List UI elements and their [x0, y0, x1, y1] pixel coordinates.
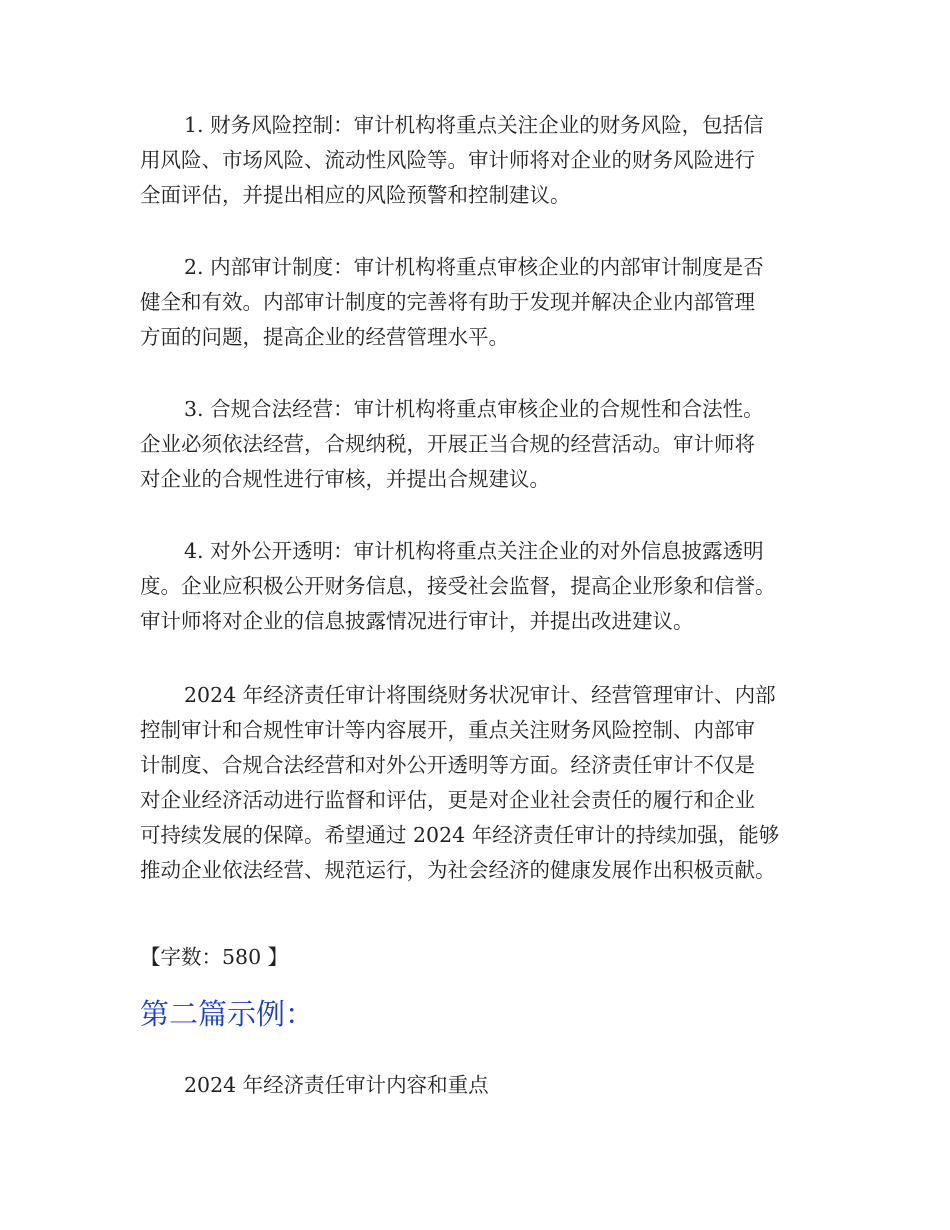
text-line: 3. 合规合法经营：审计机构将重点审核企业的合规性和合法性。 — [184, 397, 764, 421]
section-title: 2024 年经济责任审计内容和重点 — [184, 1073, 489, 1097]
text-line: 控制审计和合规性审计等内容展开，重点关注财务风险控制、内部审 — [140, 718, 755, 742]
paragraph-internal-audit — [140, 250, 840, 355]
text-line: 全面评估，并提出相应的风险预警和控制建议。 — [140, 183, 571, 207]
text-line: 企业必须依法经营，合规纳税，开展正当合规的经营活动。审计师将 — [140, 432, 755, 456]
text-line: 审计师将对企业的信息披露情况进行审计，并提出改进建议。 — [140, 609, 694, 633]
text-line: 对企业的合规性进行审核，并提出合规建议。 — [140, 467, 550, 491]
paragraph-summary — [140, 678, 840, 888]
word-count: 【字数：580 】 — [140, 945, 289, 969]
paragraph-transparency — [140, 534, 840, 639]
text-line: 1. 财务风险控制：审计机构将重点关注企业的财务风险，包括信 — [184, 113, 764, 137]
paragraph-compliance — [140, 392, 840, 497]
text-line: 推动企业依法经营、规范运行，为社会经济的健康发展作出积极贡献。 — [140, 858, 776, 882]
text-line: 健全和有效。内部审计制度的完善将有助于发现并解决企业内部管理 — [140, 290, 755, 314]
paragraph-financial-risk — [140, 108, 840, 213]
text-line: 对企业经济活动进行监督和评估，更是对企业社会责任的履行和企业 — [140, 788, 755, 812]
text-line: 2024 年经济责任审计将围绕财务状况审计、经营管理审计、内部 — [184, 683, 776, 707]
text-line: 方面的问题，提高企业的经营管理水平。 — [140, 325, 509, 349]
text-line: 可持续发展的保障。希望通过 2024 年经济责任审计的持续加强，能够 — [140, 823, 780, 847]
text-line: 计制度、合规合法经营和对外公开透明等方面。经济责任审计不仅是 — [140, 753, 755, 777]
section-heading: 第二篇示例： — [140, 997, 315, 1031]
text-line: 度。企业应积极公开财务信息，接受社会监督，提高企业形象和信誉。 — [140, 574, 776, 598]
text-line: 2. 内部审计制度：审计机构将重点审核企业的内部审计制度是否 — [184, 255, 764, 279]
text-line: 用风险、市场风险、流动性风险等。审计师将对企业的财务风险进行 — [140, 148, 755, 172]
text-line: 4. 对外公开透明：审计机构将重点关注企业的对外信息披露透明 — [184, 539, 764, 563]
